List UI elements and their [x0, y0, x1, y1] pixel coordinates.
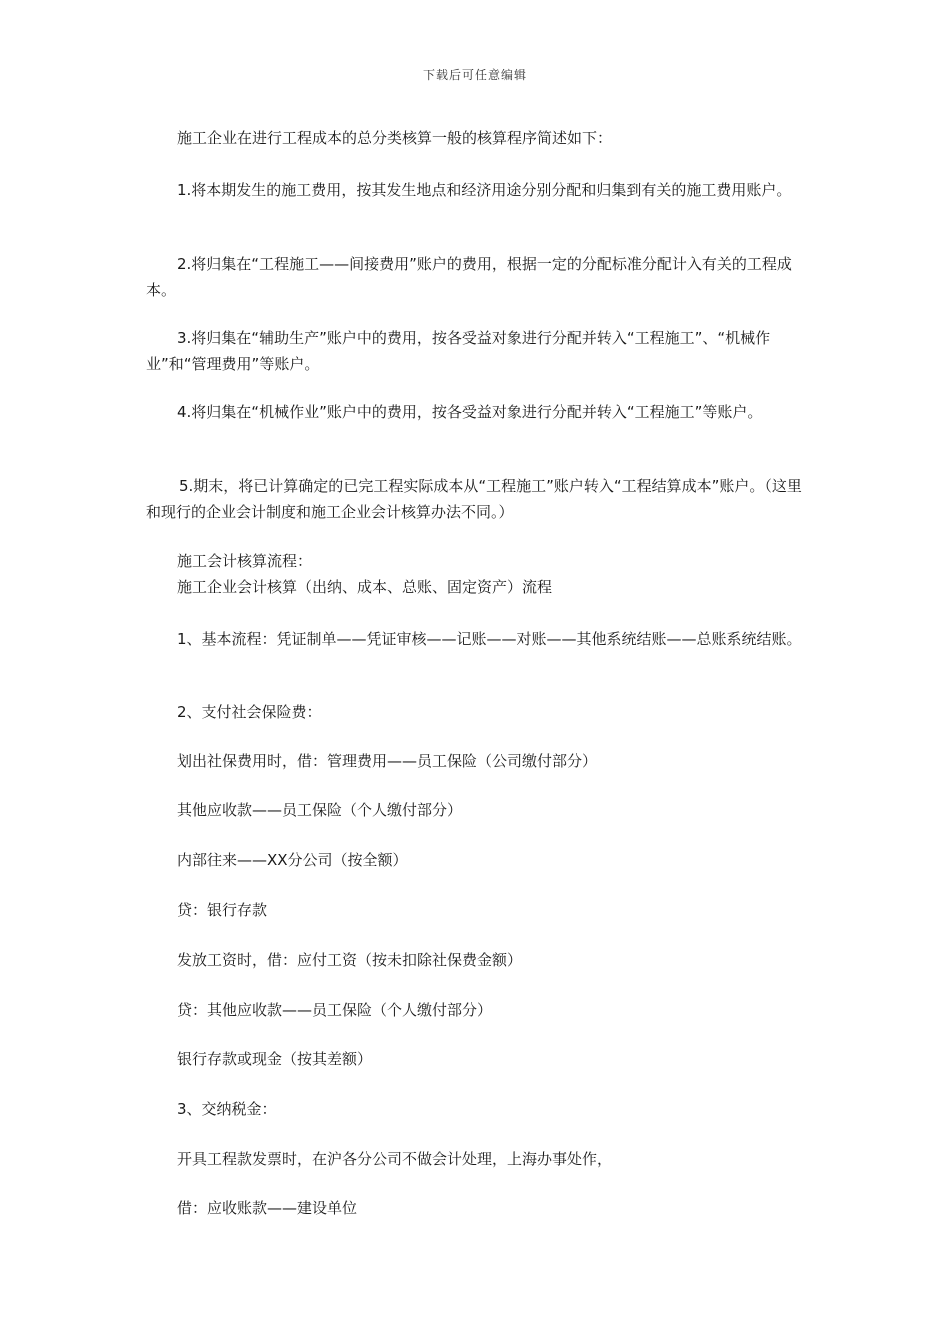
paragraph-entry-2: 其他应收款——员工保险（个人缴付部分） [177, 801, 463, 819]
paragraph-entry-4: 贷：银行存款 [177, 901, 268, 919]
paragraph-process-title: 施工会计核算流程： [177, 552, 313, 570]
paragraph-step-3: 3.将归集在“辅助生产”账户中的费用，按各受益对象进行分配并转入“工程施工”、“机械作业”和“管理费用”等账户。 [146, 329, 771, 373]
paragraph-step-5: 5.期末，将已计算确定的已完工程实际成本从“工程施工”账户转入“工程结算成本”账户。（这里和现行的企业会计制度和施工企业会计核算办法不同。） [146, 477, 802, 521]
paragraph-entry-5: 发放工资时，借：应付工资（按未扣除社保费金额） [177, 951, 523, 969]
paragraph-step-4: 4.将归集在“机械作业”账户中的费用，按各受益对象进行分配并转入“工程施工”等账户。 [177, 403, 763, 421]
paragraph-step-2: 2.将归集在“工程施工——间接费用”账户的费用，根据一定的分配标准分配计入有关的工程成本。 [146, 255, 792, 299]
page-header: 下载后可任意编辑 [422, 68, 527, 82]
paragraph-tax-2: 借：应收账款——建设单位 [177, 1199, 358, 1217]
paragraph-entry-6: 贷：其他应收款——员工保险（个人缴付部分） [177, 1001, 493, 1019]
paragraph-entry-3: 内部往来——XX分公司（按全额） [177, 851, 408, 869]
paragraph-basic-flow: 1、基本流程：凭证制单——凭证审核——记账——对账——其他系统结账——总账系统结账。 [177, 630, 802, 648]
paragraph-intro: 施工企业在进行工程成本的总分类核算一般的核算程序简述如下： [177, 129, 613, 147]
paragraph-process-subtitle: 施工企业会计核算（出纳、成本、总账、固定资产）流程 [177, 578, 553, 596]
paragraph-tax-1: 开具工程款发票时，在沪各分公司不做会计处理，上海办事处作， [177, 1150, 613, 1168]
paragraph-tax: 3、交纳税金： [177, 1100, 277, 1118]
paragraph-entry-1: 划出社保费用时，借：管理费用——员工保险（公司缴付部分） [177, 752, 598, 770]
paragraph-entry-7: 银行存款或现金（按其差额） [177, 1050, 373, 1068]
paragraph-step-1: 1.将本期发生的施工费用，按其发生地点和经济用途分别分配和归集到有关的施工费用账户。 [177, 181, 792, 199]
paragraph-social-insurance: 2、支付社会保险费： [177, 703, 322, 721]
